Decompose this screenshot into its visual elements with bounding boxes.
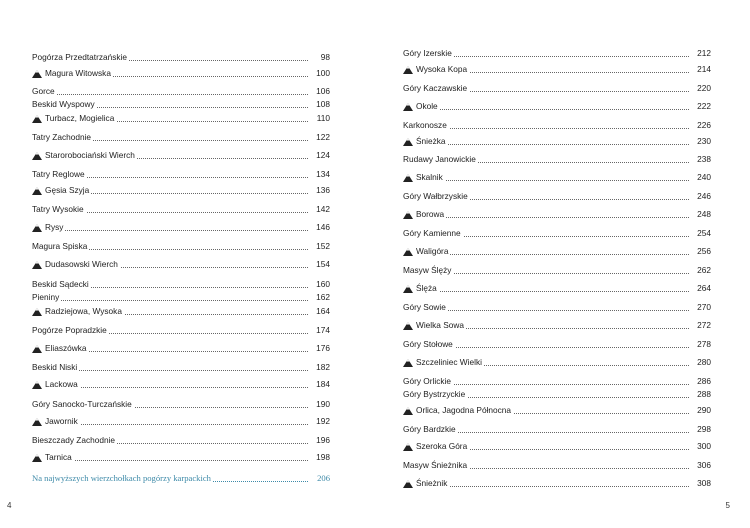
- toc-entry-label: Dudasowski Wierch: [32, 259, 120, 269]
- toc-entry-peak[interactable]: [32, 415, 330, 428]
- toc-entry-page: 286: [691, 375, 711, 388]
- toc-entry-label: Beskid Niski: [32, 362, 78, 372]
- toc-entry-range[interactable]: [32, 131, 330, 144]
- toc-entry-page: 248: [691, 208, 711, 221]
- toc-entry-label: Tatry Zachodnie: [32, 132, 92, 142]
- toc-entry-range[interactable]: [403, 388, 711, 401]
- toc-entry-page: 220: [691, 82, 711, 95]
- mountain-peak-icon: [403, 480, 413, 488]
- toc-entry-label: Góry Sowie: [403, 302, 446, 312]
- toc-entry-page: 212: [691, 47, 711, 60]
- toc-entry-range[interactable]: [32, 51, 330, 64]
- toc-entry-range[interactable]: [32, 168, 330, 181]
- toc-entry-page: 182: [310, 361, 330, 374]
- toc-entry-label: Tatry Reglowe: [32, 169, 85, 179]
- toc-entry-page: 110: [310, 112, 330, 125]
- toc-entry-range[interactable]: [403, 423, 711, 436]
- toc-entry-label: Rudawy Janowickie: [403, 154, 476, 164]
- toc-entry-peak[interactable]: [32, 378, 330, 391]
- mountain-peak-icon: [32, 308, 42, 316]
- toc-entry-page: 206: [310, 472, 330, 485]
- toc-entry-peak[interactable]: [32, 342, 330, 355]
- mountain-peak-icon: [403, 322, 413, 330]
- toc-entry-range[interactable]: [403, 82, 711, 95]
- toc-entry-peak[interactable]: [32, 149, 330, 162]
- toc-entry-label: Bieszczady Zachodnie: [32, 435, 116, 445]
- dot-leader: [403, 291, 689, 292]
- toc-entry-peak[interactable]: [32, 221, 330, 234]
- toc-entry-page: 306: [691, 459, 711, 472]
- mountain-peak-icon: [32, 454, 42, 462]
- toc-entry-page: 278: [691, 338, 711, 351]
- toc-entry-peak[interactable]: [32, 305, 330, 318]
- page-number-right: 5: [725, 501, 730, 510]
- toc-entry-label: Pogórza Przedtatrzańskie: [32, 52, 128, 62]
- toc-entry-page: 214: [691, 63, 711, 76]
- toc-entry-label: Lackowa: [32, 379, 80, 389]
- mountain-peak-icon: [32, 224, 42, 232]
- toc-entry-page: 142: [310, 203, 330, 216]
- mountain-peak-icon: [32, 70, 42, 78]
- dot-leader: [32, 300, 308, 301]
- toc-entry-page: 290: [691, 404, 711, 417]
- toc-entry-range[interactable]: [32, 98, 330, 111]
- toc-entry-label: Śnieżnik: [403, 478, 449, 488]
- toc-entry-peak[interactable]: [403, 208, 711, 221]
- mountain-peak-icon: [403, 443, 413, 451]
- toc-entry-label: Starorobociański Wierch: [32, 150, 137, 160]
- toc-entry-range[interactable]: [403, 338, 711, 351]
- toc-entry-peak[interactable]: [403, 440, 711, 453]
- toc-entry-range[interactable]: [32, 85, 330, 98]
- toc-entry-range[interactable]: [403, 119, 711, 132]
- dot-leader: [32, 94, 308, 95]
- toc-entry-label: Góry Izerskie: [403, 48, 452, 58]
- mountain-peak-icon: [32, 418, 42, 426]
- mountain-peak-icon: [403, 407, 413, 415]
- toc-entry-peak[interactable]: [403, 282, 711, 295]
- dot-leader: [32, 230, 308, 231]
- toc-entry-page: 308: [691, 477, 711, 490]
- toc-entry-range[interactable]: [403, 459, 711, 472]
- toc-entry-peak[interactable]: [32, 258, 330, 271]
- toc-entry-page: 134: [310, 168, 330, 181]
- toc-entry-page: 124: [310, 149, 330, 162]
- toc-entry-label: Góry Bystrzyckie: [403, 389, 466, 399]
- toc-entry-page: 198: [310, 451, 330, 464]
- toc-entry-page: 184: [310, 378, 330, 391]
- toc-entry-page: 270: [691, 301, 711, 314]
- toc-entry-page: 196: [310, 434, 330, 447]
- toc-entry-page: 230: [691, 135, 711, 148]
- mountain-peak-icon: [32, 261, 42, 269]
- toc-entry-label: Masyw Ślęży: [403, 265, 452, 275]
- toc-entry-range[interactable]: [32, 361, 330, 374]
- toc-entry-range[interactable]: [32, 203, 330, 216]
- toc-entry-range[interactable]: [403, 47, 711, 60]
- toc-entry-label: Karkonosze: [403, 120, 447, 130]
- toc-entry-peak[interactable]: [403, 135, 711, 148]
- toc-entry-page: 262: [691, 264, 711, 277]
- toc-entry-label: Śnieżka: [403, 136, 448, 146]
- toc-entry-page: 164: [310, 305, 330, 318]
- toc-entry-page: 176: [310, 342, 330, 355]
- toc-entry-peak[interactable]: [403, 63, 711, 76]
- toc-entry-page: 136: [310, 184, 330, 197]
- mountain-peak-icon: [32, 187, 42, 195]
- toc-entry-label: Radziejowa, Wysoka: [32, 306, 124, 316]
- toc-entry-page: 190: [310, 398, 330, 411]
- page-number-left: 4: [7, 501, 12, 510]
- toc-entry-page: 288: [691, 388, 711, 401]
- toc-entry-range[interactable]: [403, 375, 711, 388]
- toc-entry-label: Magura Witowska: [32, 68, 113, 78]
- toc-entry-label: Wielka Sowa: [403, 320, 466, 330]
- toc-entry-label: Wysoka Kopa: [403, 64, 469, 74]
- toc-entry-label: Okole: [403, 101, 440, 111]
- toc-entry-page: 272: [691, 319, 711, 332]
- toc-entry-range[interactable]: [32, 240, 330, 253]
- toc-entry-peak[interactable]: [32, 67, 330, 80]
- toc-entry-label: Waligóra: [403, 246, 450, 256]
- toc-entry-page: 280: [691, 356, 711, 369]
- toc-entry-peak[interactable]: [403, 356, 711, 369]
- mountain-peak-icon: [403, 138, 413, 146]
- toc-entry-range[interactable]: [403, 190, 711, 203]
- toc-entry-page: 254: [691, 227, 711, 240]
- dot-leader: [403, 109, 689, 110]
- toc-entry-page: 162: [310, 291, 330, 304]
- toc-entry-peak[interactable]: [403, 404, 711, 417]
- mountain-peak-icon: [32, 115, 42, 123]
- toc-entry-page: 106: [310, 85, 330, 98]
- toc-entry-page: 174: [310, 324, 330, 337]
- toc-entry-page: 226: [691, 119, 711, 132]
- toc-entry-page: 146: [310, 221, 330, 234]
- toc-entry-label: Tatry Wysokie: [32, 204, 84, 214]
- mountain-peak-icon: [403, 248, 413, 256]
- mountain-peak-icon: [403, 211, 413, 219]
- toc-entry-label: Szczeliniec Wielki: [403, 357, 484, 367]
- toc-entry-label: Góry Kamienne: [403, 228, 461, 238]
- toc-entry-label: Na najwyższych wierzchołkach pogórzy karpackich: [32, 473, 211, 483]
- toc-entry-label: Gorce: [32, 86, 55, 96]
- toc-entry-label: Magura Spiska: [32, 241, 88, 251]
- dot-leader: [403, 180, 689, 181]
- toc-entry-range[interactable]: [32, 472, 330, 485]
- toc-entry-page: 108: [310, 98, 330, 111]
- toc-entry-range[interactable]: [32, 278, 330, 291]
- toc-entry-range[interactable]: [32, 291, 330, 304]
- toc-entry-page: 152: [310, 240, 330, 253]
- mountain-peak-icon: [403, 285, 413, 293]
- toc-entry-label: Eliaszówka: [32, 343, 89, 353]
- toc-entry-peak[interactable]: [403, 100, 711, 113]
- toc-entry-label: Gęsia Szyja: [32, 185, 91, 195]
- toc-entry-label: Tarnica: [32, 452, 74, 462]
- toc-entry-page: 98: [310, 51, 330, 64]
- toc-entry-label: Góry Stołowe: [403, 339, 453, 349]
- toc-entry-page: 222: [691, 100, 711, 113]
- toc-entry-label: Beskid Wyspowy: [32, 99, 95, 109]
- toc-entry-label: Pogórze Popradzkie: [32, 325, 107, 335]
- toc-entry-peak[interactable]: [32, 112, 330, 125]
- toc-entry-label: Szeroka Góra: [403, 441, 469, 451]
- toc-entry-label: Góry Sanocko-Turczańskie: [32, 399, 132, 409]
- toc-entry-page: 246: [691, 190, 711, 203]
- toc-entry-range[interactable]: [403, 301, 711, 314]
- toc-entry-peak[interactable]: [403, 245, 711, 258]
- toc-entry-page: 256: [691, 245, 711, 258]
- mountain-peak-icon: [403, 174, 413, 182]
- toc-entry-page: 298: [691, 423, 711, 436]
- toc-entry-peak[interactable]: [32, 184, 330, 197]
- toc-entry-label: Orlica, Jagodna Północna: [403, 405, 513, 415]
- toc-entry-label: Góry Orlickie: [403, 376, 451, 386]
- toc-entry-peak[interactable]: [403, 477, 711, 490]
- toc-entry-page: 192: [310, 415, 330, 428]
- toc-entry-range[interactable]: [32, 324, 330, 337]
- toc-entry-peak[interactable]: [32, 451, 330, 464]
- toc-entry-label: Góry Wałbrzyskie: [403, 191, 468, 201]
- toc-entry-label: Rysy: [32, 222, 65, 232]
- toc-entry-page: 154: [310, 258, 330, 271]
- toc-entry-range[interactable]: [403, 153, 711, 166]
- toc-entry-page: 238: [691, 153, 711, 166]
- toc-entry-page: 100: [310, 67, 330, 80]
- mountain-peak-icon: [32, 152, 42, 160]
- mountain-peak-icon: [32, 345, 42, 353]
- toc-entry-label: Ślęża: [403, 283, 439, 293]
- toc-entry-label: Jawornik: [32, 416, 80, 426]
- toc-entry-range[interactable]: [403, 264, 711, 277]
- toc-entry-label: Borowa: [403, 209, 446, 219]
- toc-entry-label: Góry Kaczawskie: [403, 83, 468, 93]
- mountain-peak-icon: [403, 66, 413, 74]
- toc-entry-label: Masyw Śnieżnika: [403, 460, 468, 470]
- toc-entry-label: Góry Bardzkie: [403, 424, 456, 434]
- mountain-peak-icon: [403, 359, 413, 367]
- mountain-peak-icon: [403, 103, 413, 111]
- mountain-peak-icon: [32, 381, 42, 389]
- toc-entry-page: 160: [310, 278, 330, 291]
- toc-entry-label: Beskid Sądecki: [32, 279, 89, 289]
- toc-entry-label: Pieniny: [32, 292, 60, 302]
- toc-entry-peak[interactable]: [403, 319, 711, 332]
- toc-entry-page: 240: [691, 171, 711, 184]
- toc-entry-page: 122: [310, 131, 330, 144]
- toc-entry-label: Skalnik: [403, 172, 445, 182]
- toc-entry-peak[interactable]: [403, 171, 711, 184]
- toc-entry-label: Turbacz, Mogielica: [32, 113, 116, 123]
- toc-entry-page: 300: [691, 440, 711, 453]
- toc-entry-range[interactable]: [403, 227, 711, 240]
- toc-entry-page: 264: [691, 282, 711, 295]
- toc-entry-range[interactable]: [32, 398, 330, 411]
- toc-entry-range[interactable]: [32, 434, 330, 447]
